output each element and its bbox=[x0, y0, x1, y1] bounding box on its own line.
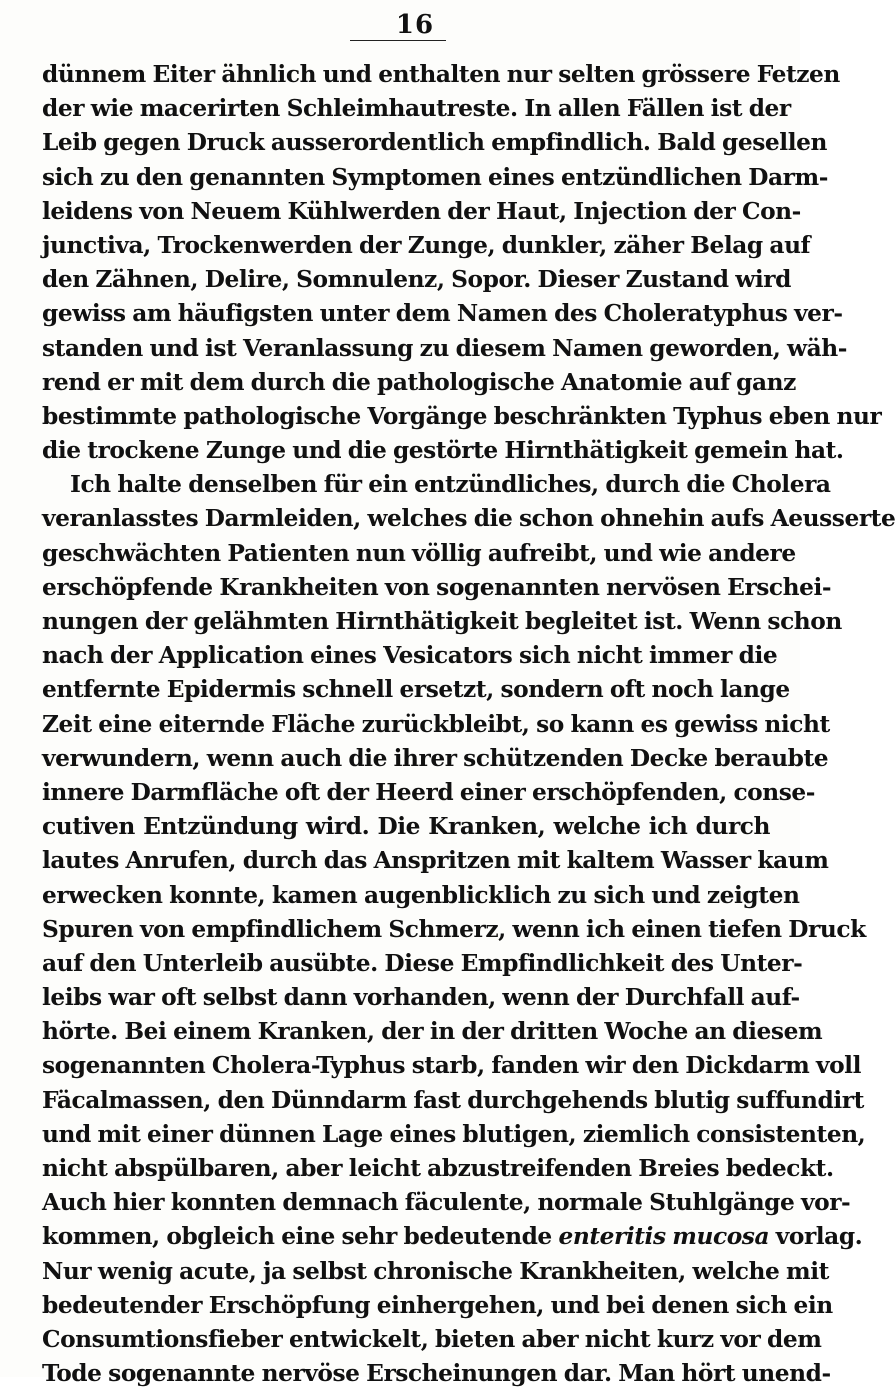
text-line-25: erwecken konnte, kamen augenblicklich zu sich und zeigten bbox=[42, 881, 800, 909]
text-line-30: sogenannten Cholera-Typhus starb, fanden wir den Dickdarm voll bbox=[42, 1052, 861, 1080]
text-line-13: Ich halte denselben für ein entzündliches, durch die Cholera bbox=[70, 471, 831, 499]
text-line-12: die trockene Zunge und die gestörte Hirnthätigkeit gemein hat. bbox=[42, 437, 844, 465]
text-line-1: dünnem Eiter ähnlich und enthalten nur selten grössere Fetzen bbox=[42, 61, 840, 88]
text-line-26: Spuren von empfindlichem Schmerz, wenn ich einen tiefen Druck bbox=[42, 915, 866, 943]
text-line-11: bestimmte pathologische Vorgänge beschränkten Typhus eben nur bbox=[42, 402, 882, 430]
text-line-23: cutiven Entzündung wird. Die Kranken, welche ich durch bbox=[42, 813, 770, 841]
page-number-container bbox=[0, 10, 800, 40]
page-number-rule bbox=[350, 40, 446, 41]
text-line-34: Auch hier konnten demnach fäculente, normale Stuhlgänge vor- bbox=[42, 1189, 851, 1217]
text-line-17: nungen der gelähmten Hirnthätigkeit begleitet ist. Wenn schon bbox=[42, 608, 842, 635]
text-line-28: leibs war oft selbst dann vorhanden, wenn der Durchfall auf- bbox=[42, 984, 800, 1012]
text-line-9: standen und ist Veranlassung zu diesem Namen geworden, wäh- bbox=[42, 334, 848, 362]
text-line-14: veranlasstes Darmleiden, welches die schon ohnehin aufs Aeusserte bbox=[42, 505, 895, 533]
italic-term-enteritis-mucosa: enteritis mucosa bbox=[558, 1223, 770, 1251]
text-line-37: bedeutender Erschöpfung einhergehen, und bei denen sich ein bbox=[42, 1291, 833, 1319]
page-number: 16 bbox=[395, 10, 435, 40]
text-line-8: gewiss am häufigsten unter dem Namen des Choleratyphus ver- bbox=[42, 300, 843, 328]
text-line-22: innere Darmfläche oft der Heerd einer erschöpfenden, conse- bbox=[42, 778, 816, 806]
text-line-5: leidens von Neuem Kühlwerden der Haut, Injection der Con- bbox=[42, 197, 801, 225]
text-line-2: der wie macerirten Schleimhautreste. In allen Fällen ist der bbox=[42, 95, 791, 123]
text-line-3: Leib gegen Druck ausserordentlich empfindlich. Bald gesellen bbox=[42, 129, 827, 157]
text-line-7: den Zähnen, Delire, Somnulenz, Sopor. Dieser Zustand wird bbox=[42, 266, 791, 294]
text-line-32: und mit einer dünnen Lage eines blutigen, ziemlich consistenten, bbox=[42, 1120, 866, 1148]
body-text bbox=[42, 58, 895, 1391]
text-line-4: sich zu den genannten Symptomen eines entzündlichen Darm- bbox=[42, 163, 828, 191]
text-line-38: Consumtionsfieber entwickelt, bieten aber nicht kurz vor dem bbox=[42, 1325, 822, 1353]
text-line-15: geschwächten Patienten nun völlig aufreibt, und wie andere bbox=[42, 539, 796, 567]
text-line-19: entfernte Epidermis schnell ersetzt, sondern oft noch lange bbox=[42, 676, 790, 704]
text-line-36: Nur wenig acute, ja selbst chronische Krankheiten, welche mit bbox=[42, 1257, 829, 1285]
text-line-33: nicht abspülbaren, aber leicht abzustreifenden Breies bedeckt. bbox=[42, 1155, 834, 1182]
text-line-29: hörte. Bei einem Kranken, der in der dritten Woche an diesem bbox=[42, 1018, 823, 1046]
text-line-35-end: vorlag. bbox=[775, 1223, 863, 1251]
text-line-35-start: kommen, obgleich eine sehr bedeutende bbox=[42, 1223, 552, 1251]
text-line-10: rend er mit dem durch die pathologische Anatomie auf ganz bbox=[42, 368, 796, 396]
text-line-24: lautes Anrufen, durch das Anspritzen mit kaltem Wasser kaum bbox=[42, 847, 829, 875]
text-line-31: Fäcalmassen, den Dünndarm fast durchgehends blutig suffundirt bbox=[42, 1086, 864, 1114]
text-line-16: erschöpfende Krankheiten von sogenannten nervösen Erschei- bbox=[42, 573, 832, 601]
text-line-18: nach der Application eines Vesicators sich nicht immer die bbox=[42, 642, 778, 670]
text-line-6: junctiva, Trockenwerden der Zunge, dunkler, zäher Belag auf bbox=[42, 231, 811, 259]
text-line-27: auf den Unterleib ausübte. Diese Empfindlichkeit des Unter- bbox=[42, 949, 803, 977]
text-line-21: verwundern, wenn auch die ihrer schützenden Decke beraubte bbox=[42, 744, 829, 772]
text-line-35 bbox=[42, 1220, 863, 1254]
text-line-20: Zeit eine eiternde Fläche zurückbleibt, so kann es gewiss nicht bbox=[42, 710, 830, 738]
text-line-39: Tode sogenannte nervöse Erscheinungen dar. Man hört unend- bbox=[42, 1360, 831, 1388]
